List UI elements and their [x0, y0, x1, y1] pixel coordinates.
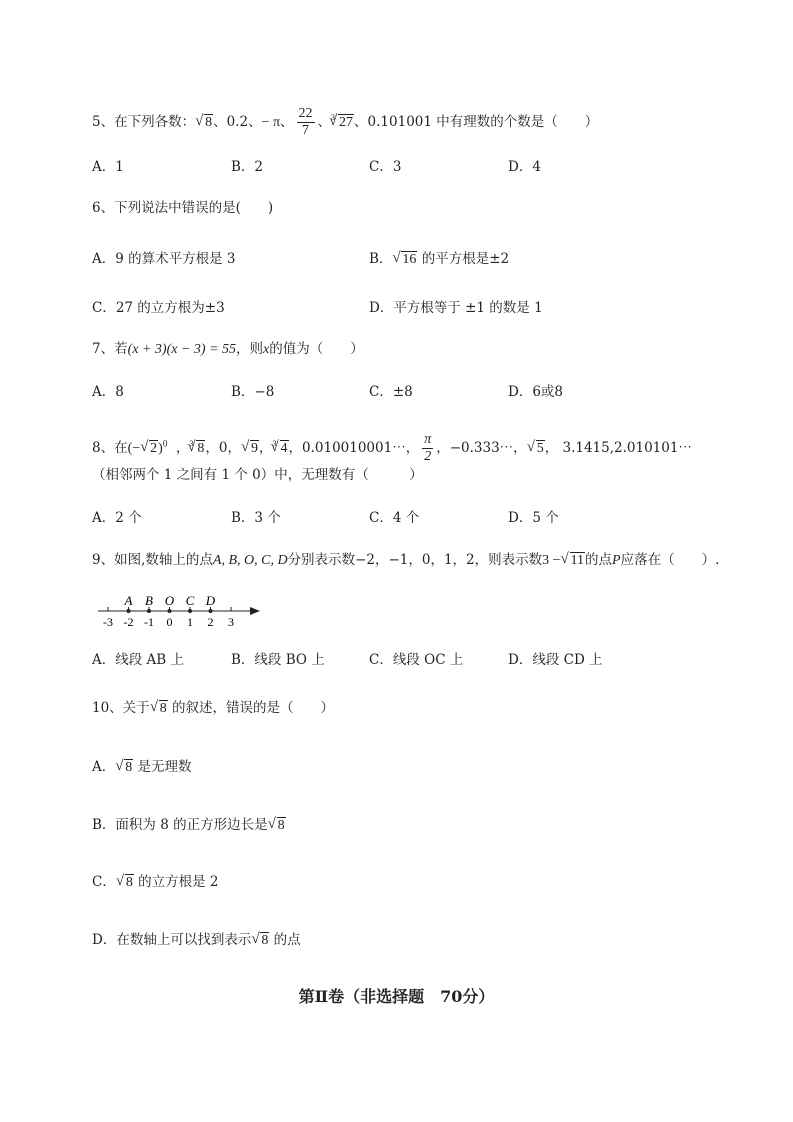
q6-option-c[interactable]: C．27 的立方根为±3: [92, 300, 225, 316]
point-label-b: B: [145, 593, 153, 608]
sqrt-8: √ 8: [196, 113, 213, 133]
q7-option-c[interactable]: C．±8: [369, 384, 413, 400]
q5-option-b[interactable]: B．2: [231, 159, 264, 175]
q8-option-a[interactable]: A．2 个: [92, 510, 142, 526]
tick-label: 3: [228, 615, 234, 629]
q7-stem: 7、若(x + 3)(x − 3) = 55，则x的值为（ ）: [92, 341, 364, 357]
q7-option-d[interactable]: D．6或8: [508, 384, 564, 400]
q7-option-b[interactable]: B．−8: [231, 384, 275, 400]
q6-option-b[interactable]: B．√ 16 的平方根是±2: [369, 249, 509, 270]
section-title: 第Ⅱ卷（非选择题 70分）: [298, 987, 495, 1006]
tick-label: 2: [207, 615, 214, 629]
q5-option-d[interactable]: D．4: [508, 159, 541, 175]
q6-option-a[interactable]: A．9 的算术平方根是 3: [92, 251, 236, 267]
tick-label: -3: [103, 615, 113, 629]
q10-option-c[interactable]: C．√ 8 的立方根是 2: [92, 872, 219, 893]
point-label-a: A: [124, 593, 133, 608]
q9-option-c[interactable]: C．线段 OC 上: [369, 652, 464, 668]
q9-option-b[interactable]: B．线段 BO 上: [231, 652, 325, 668]
point-label-o: O: [164, 593, 175, 608]
q8-stem-line2: （相邻两个 1 之间有 1 个 0）中，无理数有（ ）: [92, 467, 423, 483]
tick-label: 1: [187, 615, 193, 629]
q6-option-d[interactable]: D．平方根等于 ±1 的数是 1: [369, 300, 543, 316]
q5-option-c[interactable]: C．3: [369, 159, 402, 175]
point-b: [147, 609, 151, 613]
q8-option-d[interactable]: D．5 个: [508, 510, 559, 526]
q5-option-a[interactable]: A．1: [92, 159, 124, 175]
q10-option-a[interactable]: A．√ 8 是无理数: [92, 757, 192, 778]
q8-option-c[interactable]: C．4 个: [369, 510, 420, 526]
q9-option-d[interactable]: D．线段 CD 上: [508, 652, 603, 668]
point-a: [127, 609, 131, 613]
point-o: [168, 609, 172, 613]
q9-option-a[interactable]: A．线段 AB 上: [92, 652, 185, 668]
q8-option-b[interactable]: B．3 个: [231, 510, 281, 526]
q6-stem: 6、下列说法中错误的是( ): [92, 200, 274, 216]
tick-label: -2: [123, 615, 134, 629]
q7-equation: (x + 3)(x − 3) = 55: [127, 342, 237, 357]
number-line-figure: [92, 590, 267, 632]
q10-stem: 10、关于√ 8 的叙述，错误的是（ ）: [92, 698, 334, 719]
q7-option-a[interactable]: A．8: [92, 384, 124, 400]
point-d: [209, 609, 213, 613]
q9-stem: 9、如图,数轴上的点A, B, O, C, D分别表示数−2，−1，0，1，2，则表示数3 −√ 11的点P应落在（ ）.: [92, 550, 719, 571]
fraction-22-7: $\frac{22}{7}$: [298, 106, 313, 138]
point-label-d: D: [205, 593, 216, 608]
q5-stem: 5、在下列各数：√ 8、0.2、− π、 $\frac{22}{7}$ 、$^3$√ 27、0.101001 中有理数的个数是（ ）: [92, 106, 598, 139]
q10-option-b[interactable]: B．面积为 8 的正方形边长是√ 8: [92, 815, 286, 836]
tick-label: -1: [144, 615, 154, 629]
q8-stem-line1: 8、在(−√ 2)$^0$ ，$^3$√ 8，0，√ 9，$^3$√ 4，0.010010001⋯， $\frac{\pi}{2}$ ，−0.333⋯，√ 5， 3.1415,2.010101⋯: [92, 432, 692, 465]
q10-option-d[interactable]: D．在数轴上可以找到表示√ 8 的点: [92, 930, 301, 951]
cbrt-27: $^3$√ 27: [331, 115, 354, 130]
point-label-c: C: [185, 593, 195, 608]
point-c: [188, 609, 192, 613]
number-line-arrow: [250, 607, 260, 615]
tick-label: 0: [166, 615, 173, 629]
